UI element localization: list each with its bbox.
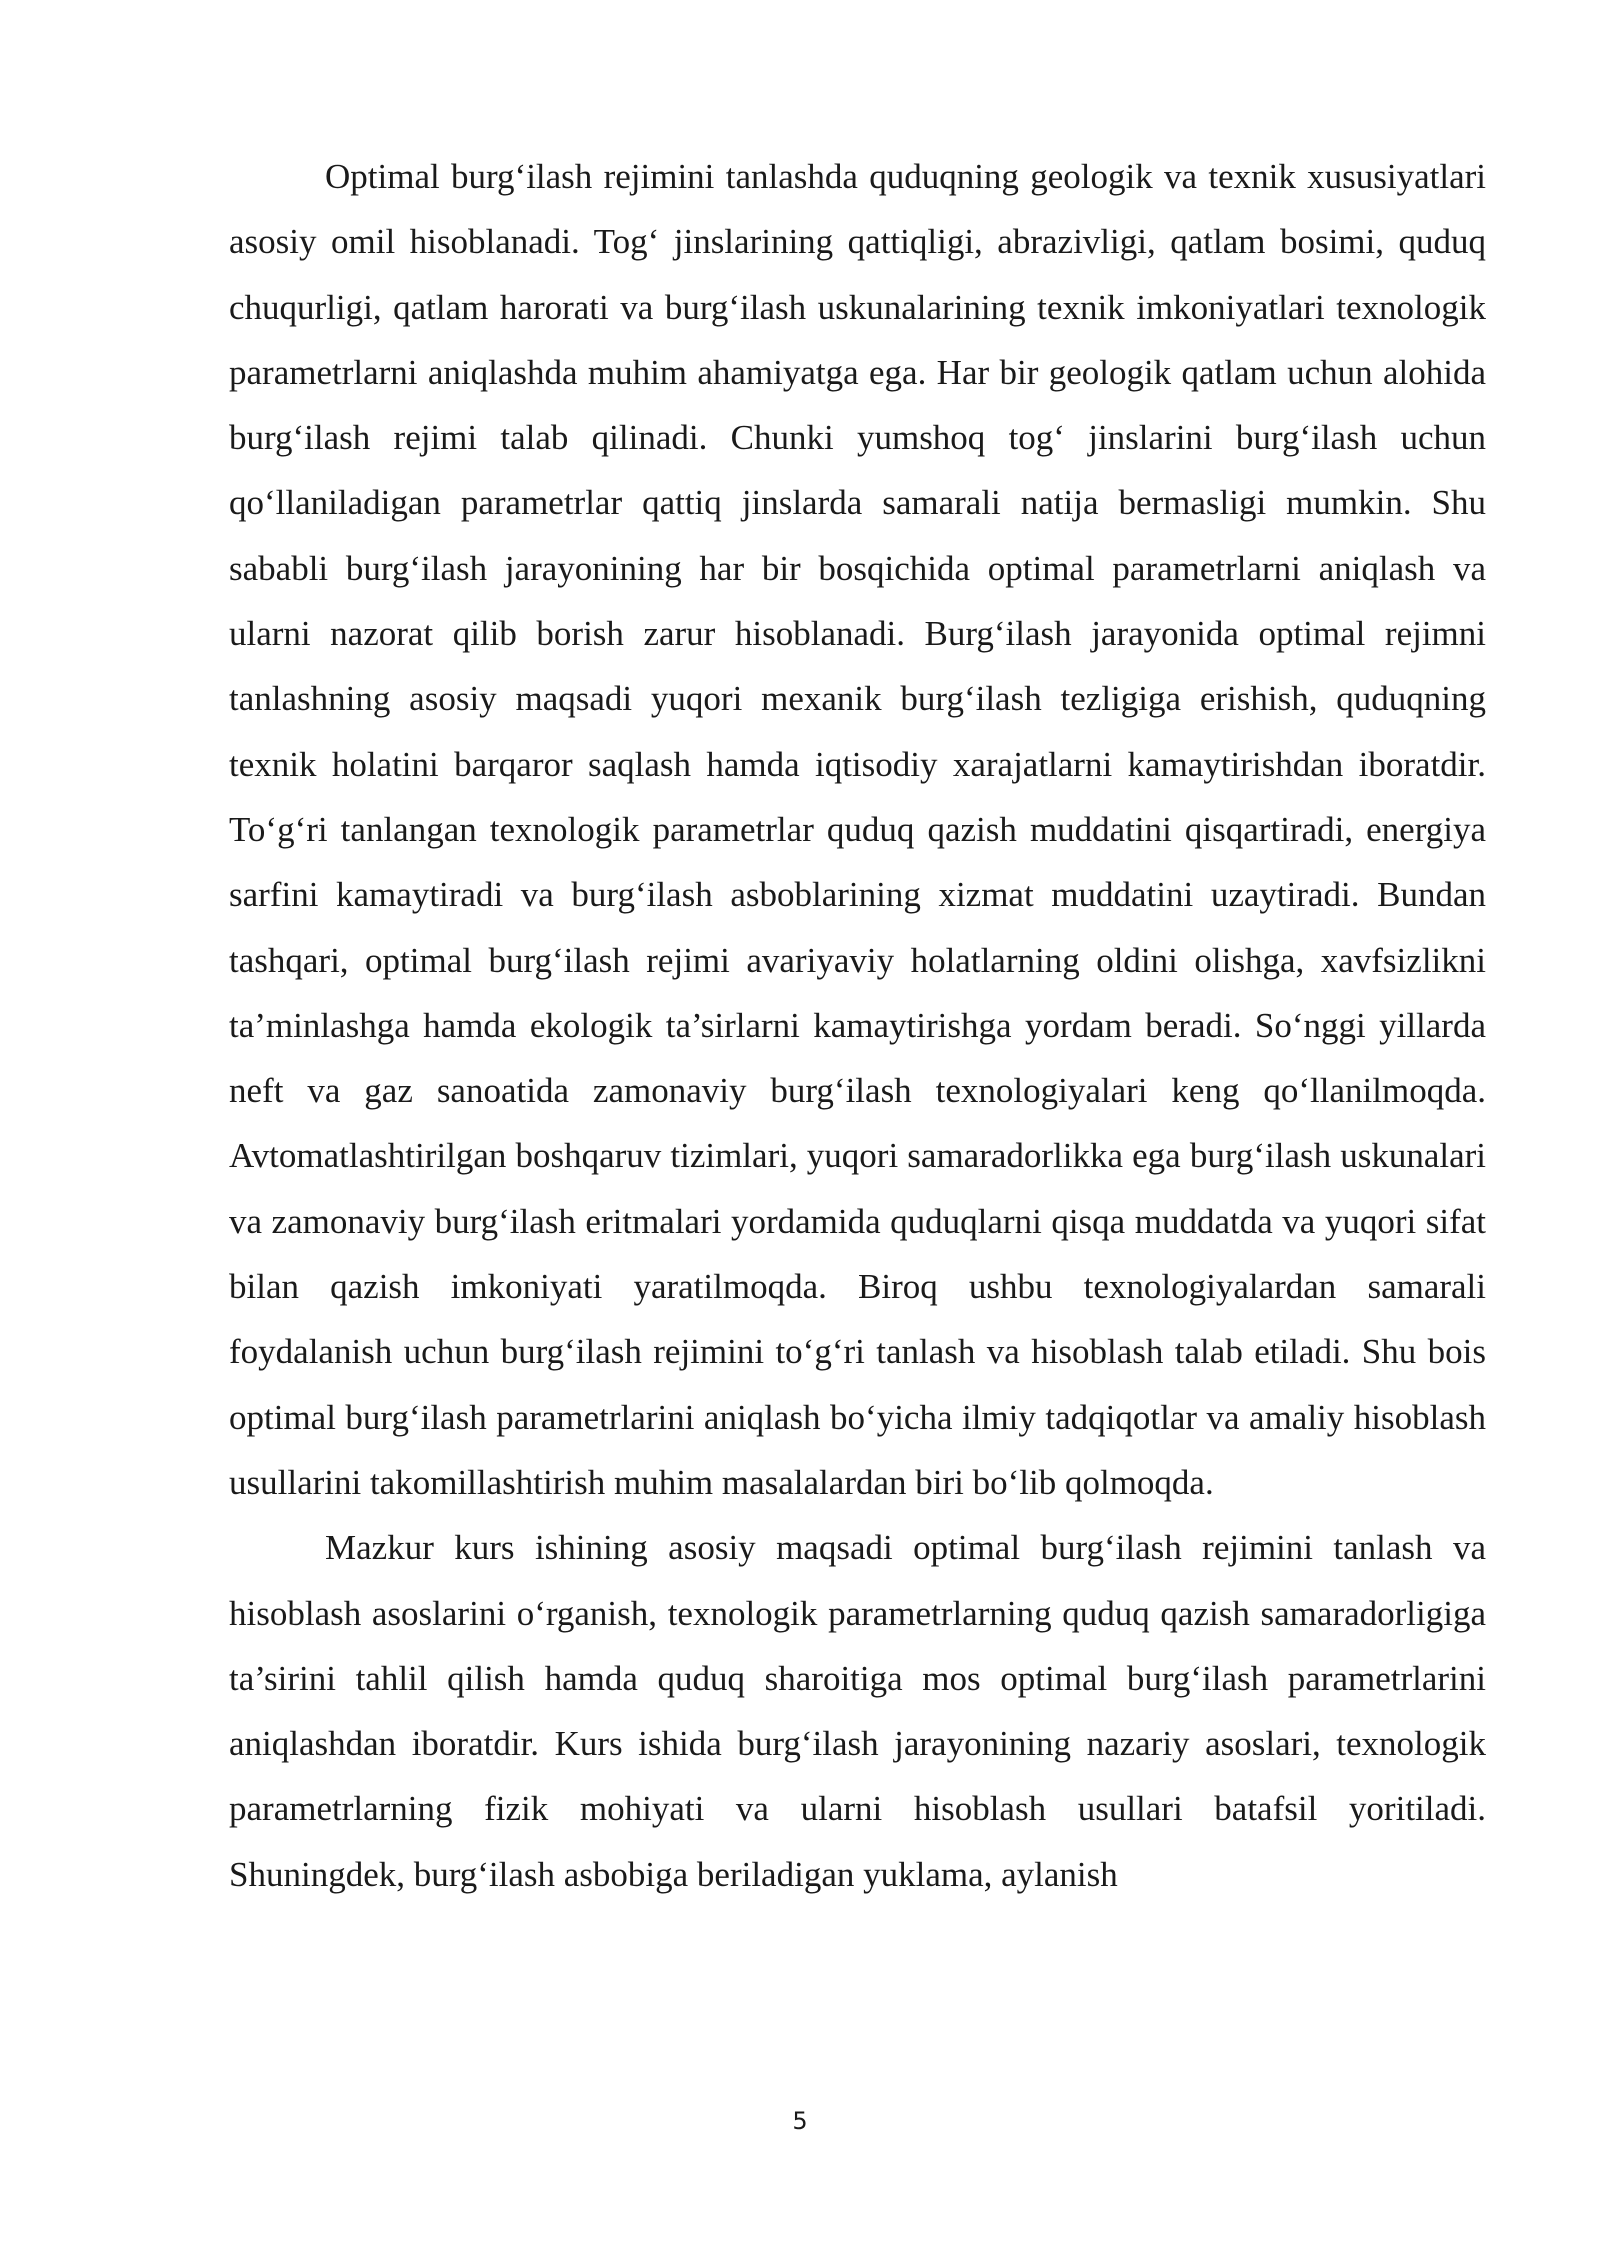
body-text <box>229 144 1486 1907</box>
page-number: 5 <box>792 2107 808 2135</box>
paragraph-1: Optimal burg‘ilash rejimini tanlashda quduqning geologik va texnik xususiyatlari asosiy omil hisoblanadi. Tog‘ jinslarining qattiqligi, abrazivligi, qatlam bosimi, quduq chuqurligi, qatlam harorati va burg‘ilash uskunalarining texnik imkoniyatlari texnologik parametrlarni aniqlashda muhim ahamiyatga ega. Har bir geologik qatlam uchun alohida burg‘ilash rejimi talab qilinadi. Chunki yumshoq tog‘ jinslarini burg‘ilash uchun qo‘llaniladigan parametrlar qattiq jinslarda samarali natija bermasligi mumkin. Shu sababli burg‘ilash jarayonining har bir bosqichida optimal parametrlarni aniqlash va ularni nazorat qilib borish zarur hisoblanadi. Burg‘ilash jarayonida optimal rejimni tanlashning asosiy maqsadi yuqori mexanik burg‘ilash tezligiga erishish, quduqning texnik holatini barqaror saqlash hamda iqtisodiy xarajatlarni kamaytirishdan iboratdir. To‘g‘ri tanlangan texnologik parametrlar quduq qazish muddatini qisqartiradi, energiya sarfini kamaytiradi va burg‘ilash asboblarining xizmat muddatini uzaytiradi. Bundan tashqari, optimal burg‘ilash rejimi avariyaviy holatlarning oldini olishga, xavfsizlikni ta’minlashga hamda ekologik ta’sirlarni kamaytirishga yordam beradi. So‘nggi yillarda neft va gaz sanoatida zamonaviy burg‘ilash texnologiyalari keng qo‘llanilmoqda. Avtomatlashtirilgan boshqaruv tizimlari, yuqori samaradorlikka ega burg‘ilash uskunalari va zamonaviy burg‘ilash eritmalari yordamida quduqlarni qisqa muddatda va yuqori sifat bilan qazish imkoniyati yaratilmoqda. Biroq ushbu texnologiyalardan samarali foydalanish uchun burg‘ilash rejimini to‘g‘ri tanlash va hisoblash talab etiladi. Shu bois optimal burg‘ilash parametrlarini aniqlash bo‘yicha ilmiy tadqiqotlar va amaliy hisoblash usullarini takomillashtirish muhim masalalardan biri bo‘lib qolmoqda. <box>229 157 1486 1502</box>
paragraph-2: Mazkur kurs ishining asosiy maqsadi optimal burg‘ilash rejimini tanlash va hisoblash asoslarini o‘rganish, texnologik parametrlarning quduq qazish samaradorligiga ta’sirini tahlil qilish hamda quduq sharoitiga mos optimal burg‘ilash parametrlarini aniqlashdan iboratdir. Kurs ishida burg‘ilash jarayonining nazariy asoslari, texnologik parametrlarning fizik mohiyati va ularni hisoblash usullari batafsil yoritiladi. Shuningdek, burg‘ilash asbobiga beriladigan yuklama, aylanish <box>229 1528 1486 1894</box>
